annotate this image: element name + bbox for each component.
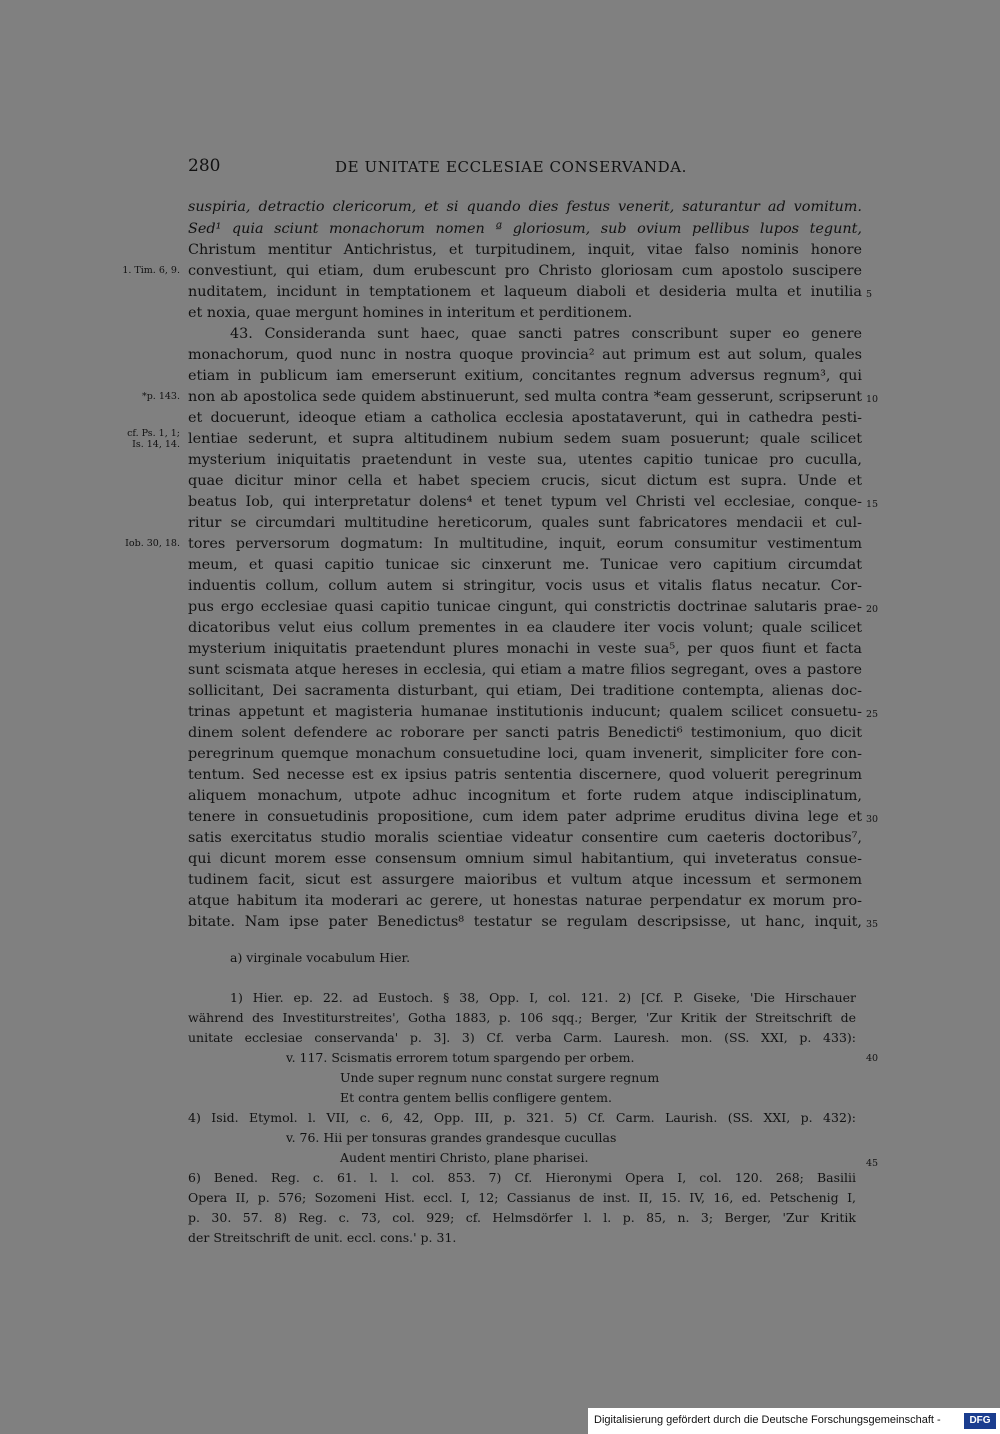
body-line: Sed¹ quia sciunt monachorum nomen ª gloriosum, sub ovium pellibus lupos tegunt,: [188, 221, 862, 237]
line-number: 15: [866, 499, 879, 510]
footnote-line: 6) Bened. Reg. c. 61. l. l. col. 853. 7) Cf. Hieronymi Opera I, col. 120. 268; Basilii: [188, 1170, 856, 1185]
body-line: pus ergo ecclesiae quasi capitio tunicae cingunt, qui constrictis doctrinae salutaris prae-: [188, 599, 862, 615]
body-line: Christum mentitur Antichristus, et turpitudinem, inquit, vitae falso nominis honore: [188, 242, 862, 258]
body-line: convestiunt, qui etiam, dum erubescunt pro Christo gloriosam cum apostolo suscipere: [188, 263, 862, 279]
footnote-line: 4) Isid. Etymol. l. VII, c. 6, 42, Opp. III, p. 321. 5) Cf. Carm. Laurish. (SS. XXI, p. 432):: [188, 1110, 856, 1125]
body-line: nuditatem, incidunt in temptationem et laqueum diaboli et desideria multa et inutilia: [188, 284, 862, 300]
body-line: non ab apostolica sede quidem abstinuerunt, sed multa contra *eam gesserunt, scripserunt: [188, 389, 862, 405]
side-note: cf. Ps. 1, 1;: [127, 428, 180, 439]
body-line: bitate. Nam ipse pater Benedictus⁸ testatur se regulam descripsisse, ut hanc, inquit,: [188, 914, 862, 930]
body-line: tores perversorum dogmatum: In multitudine, inquit, eorum consumitur vestimentum: [188, 536, 862, 552]
footnote-verse: v. 117. Scismatis errorem totum spargendo per orbem.: [286, 1050, 635, 1065]
body-line: ritur se circumdari multitudine hereticorum, quales sunt fabricatores mendacii et cul-: [188, 515, 862, 531]
footnote-line: Opera II, p. 576; Sozomeni Hist. eccl. I, 12; Cassianus de inst. II, 15. IV, 16, ed. Petschenig I,: [188, 1190, 856, 1205]
body-line: quae dicitur minor cella et habet speciem crucis, sicut dictum est supra. Unde et: [188, 473, 862, 489]
body-line: mysterium iniquitatis praetendunt in veste sua, utentes capitio tunicae pro cuculla,: [188, 452, 862, 468]
body-line: tudinem facit, sicut est assurgere maioribus et vultum atque incessum et sermonem: [188, 872, 862, 888]
footnote-line-number: 40: [866, 1053, 879, 1064]
body-line: induentis collum, collum autem si stringitur, vocis usus et vitalis flatus necatur. Cor-: [188, 578, 862, 594]
dfg-logo: DFG: [964, 1413, 996, 1429]
page-number: 280: [188, 156, 221, 176]
section-start-line: 43. Consideranda sunt haec, quae sancti patres conscribunt super eo genere: [230, 326, 862, 342]
line-number: 10: [866, 394, 879, 405]
footnote-line: während des Investiturstreites', Gotha 1883, p. 106 sqq.; Berger, 'Zur Kritik der Streitschrift de: [188, 1010, 856, 1025]
footnote-line: der Streitschrift de unit. eccl. cons.' p. 31.: [188, 1230, 457, 1245]
body-line: atque habitum ita moderari ac gerere, ut honestas naturae perpendatur ex morum pro-: [188, 893, 862, 909]
body-line: aliquem monachum, utpote adhuc incognitum et forte rudem atque indisciplinatum,: [188, 788, 862, 804]
body-line: suspiria, detractio clericorum, et si quando dies festus venerit, saturantur ad vomitum.: [188, 199, 862, 215]
side-note: Is. 14, 14.: [132, 439, 180, 450]
footnote-verse: v. 76. Hii per tonsuras grandes grandesque cucullas: [286, 1130, 617, 1145]
body-line: etiam in publicum iam emerserunt exitium, concitantes regnum adversus regnum³, qui: [188, 368, 862, 384]
footer-credit: Digitalisierung gefördert durch die Deutsche Forschungsgemeinschaft -: [594, 1414, 941, 1426]
body-line: satis exercitatus studio moralis scientiae videatur consentire cum caeteris doctoribus⁷,: [188, 830, 862, 846]
side-note: Iob. 30, 18.: [125, 538, 180, 549]
body-line: et noxia, quae mergunt homines in interitum et perditionem.: [188, 305, 633, 321]
line-number: 35: [866, 919, 879, 930]
body-line: meum, et quasi capitio tunicae sic cinxerunt me. Tunicae vero capitium circumdat: [188, 557, 862, 573]
line-number: 5: [866, 289, 873, 300]
footnote-line: p. 30. 57. 8) Reg. c. 73, col. 929; cf. Helmsdörfer l. l. p. 85, n. 3; Berger, 'Zur Kritik: [188, 1210, 856, 1225]
line-number: 25: [866, 709, 879, 720]
running-title: DE UNITATE ECCLESIAE CONSERVANDA.: [335, 158, 688, 176]
side-note: *p. 143.: [141, 391, 180, 402]
body-line: mysterium iniquitatis praetendunt plures monachi in veste sua⁵, per quos fiunt et facta: [188, 641, 862, 657]
body-line: sollicitant, Dei sacramenta disturbant, qui etiam, Dei traditione contempta, alienas doc-: [188, 683, 862, 699]
line-number: 30: [866, 814, 879, 825]
footnote-line: 1) Hier. ep. 22. ad Eustoch. § 38, Opp. I, col. 121. 2) [Cf. P. Giseke, 'Die Hirschauer: [230, 990, 856, 1005]
body-line: monachorum, quod nunc in nostra quoque provincia² aut primum est aut solum, quales: [188, 347, 862, 363]
body-line: dinem solent defendere ac roborare per sancti patris Benedicti⁶ testimonium, quo dicit: [188, 725, 862, 741]
footnote-verse: Audent mentiri Christo, plane pharisei.: [340, 1150, 589, 1165]
body-line: dicatoribus velut eius collum prementes in ea claudere iter vocis volunt; quale scilicet: [188, 620, 862, 636]
line-number: 20: [866, 604, 879, 615]
body-line: beatus Iob, qui interpretatur dolens⁴ et tenet typum vel Christi vel ecclesiae, conque-: [188, 494, 862, 510]
body-line: peregrinum quemque monachum consuetudine loci, quam invenerit, simpliciter fore con-: [188, 746, 862, 762]
footnote-verse: Et contra gentem bellis confligere gentem.: [340, 1090, 612, 1105]
body-line: sunt scismata atque hereses in ecclesia, qui etiam a matre filios segregant, oves a pastore: [188, 662, 862, 678]
footnote-verse: Unde super regnum nunc constat surgere regnum: [340, 1070, 660, 1085]
footnote-line-number: 45: [866, 1158, 879, 1169]
digitization-footer: [588, 1408, 1000, 1434]
body-line: lentiae sederunt, et supra altitudinem nubium sedem suam posuerunt; quale scilicet: [188, 431, 862, 447]
footnote-line: unitate ecclesiae conservanda' p. 3]. 3) Cf. verba Carm. Lauresh. mon. (SS. XXI, p. 433):: [188, 1030, 856, 1045]
side-note: 1. Tim. 6, 9.: [122, 265, 180, 276]
variant-note: a) virginale vocabulum Hier.: [230, 950, 411, 965]
body-line: tentum. Sed necesse est ex ipsius patris sententia discernere, quod voluerit peregrinum: [188, 767, 862, 783]
body-line: trinas appetunt et magisteria humanae institutionis inducunt; qualem scilicet consuetu-: [188, 704, 862, 720]
body-line: et docuerunt, ideoque etiam a catholica ecclesia apostataverunt, qui in cathedra pesti-: [188, 410, 862, 426]
body-line: tenere in consuetudinis propositione, cum idem pater adprime eruditus divina lege et: [188, 809, 862, 825]
body-line: qui dicunt morem esse consensum omnium simul habitantium, qui inveteratus consue-: [188, 851, 862, 867]
